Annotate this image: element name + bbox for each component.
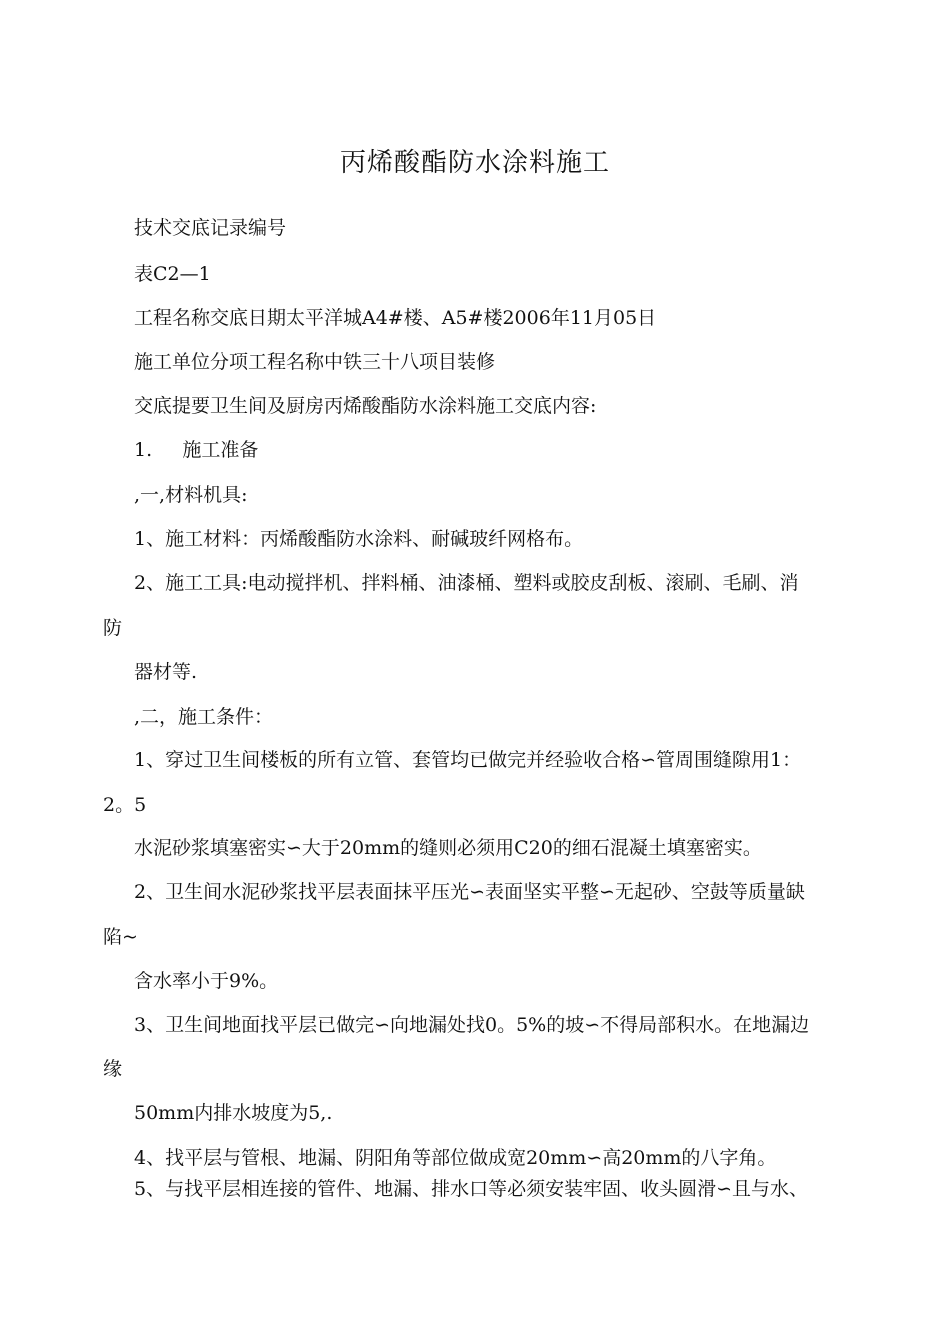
- paragraph-line: 3、卫生间地面找平层已做完∽向地漏处找0。5%的坡∽不得局部积水。在地漏边: [134, 1014, 810, 1036]
- paragraph-line: 陷~: [103, 926, 138, 948]
- paragraph-line: 1、施工材料：丙烯酸酯防水涂料、耐碱玻纤网格布。: [134, 528, 584, 550]
- paragraph-line: 含水率小于9%。: [134, 970, 279, 992]
- subsection-heading: ,二，施工条件：: [134, 706, 274, 728]
- paragraph-line: 1、穿过卫生间楼板的所有立管、套管均已做完并经验收合格∽管周围缝隙用1：: [134, 749, 802, 771]
- paragraph-line: 器材等.: [134, 661, 198, 683]
- project-info-line: 工程名称交底日期太平洋城A4#楼、A5#楼2006年11月05日: [134, 307, 657, 329]
- construction-unit-line: 施工单位分项工程名称中铁三十八项目装修: [134, 351, 496, 373]
- paragraph-line: 2。5: [103, 794, 147, 816]
- paragraph-line: 2、卫生间水泥砂浆找平层表面抹平压光∽表面坚实平整∽无起砂、空鼓等质量缺: [134, 881, 805, 903]
- paragraph-line: 50mm内排水坡度为5,.: [134, 1102, 333, 1124]
- form-number-line: 表C2—1: [134, 263, 211, 285]
- paragraph-line: 2、施工工具:电动搅拌机、拌料桶、油漆桶、塑料或胶皮刮板、滚刷、毛刷、消: [134, 572, 799, 594]
- record-number-line: 技术交底记录编号: [134, 217, 287, 239]
- section-heading: 1. 施工准备: [134, 439, 259, 461]
- paragraph-line: 缘: [103, 1058, 123, 1080]
- paragraph-line: 水泥砂浆填塞密实∽大于20mm的缝则必须用C20的细石混凝土填塞密实。: [134, 837, 762, 859]
- paragraph-line: 防: [103, 617, 123, 639]
- subsection-heading: ,一,材料机具:: [134, 484, 248, 506]
- paragraph-line: 4、找平层与管根、地漏、阴阳角等部位做成宽20mm∽高20mm的八字角。: [134, 1147, 777, 1169]
- document-title: 丙烯酸酯防水涂料施工: [339, 148, 610, 178]
- summary-line: 交底提要卫生间及厨房丙烯酸酯防水涂料施工交底内容:: [134, 395, 597, 417]
- paragraph-line: 5、与找平层相连接的管件、地漏、排水口等必须安装牢固、收头圆滑∽且与水、: [134, 1178, 809, 1200]
